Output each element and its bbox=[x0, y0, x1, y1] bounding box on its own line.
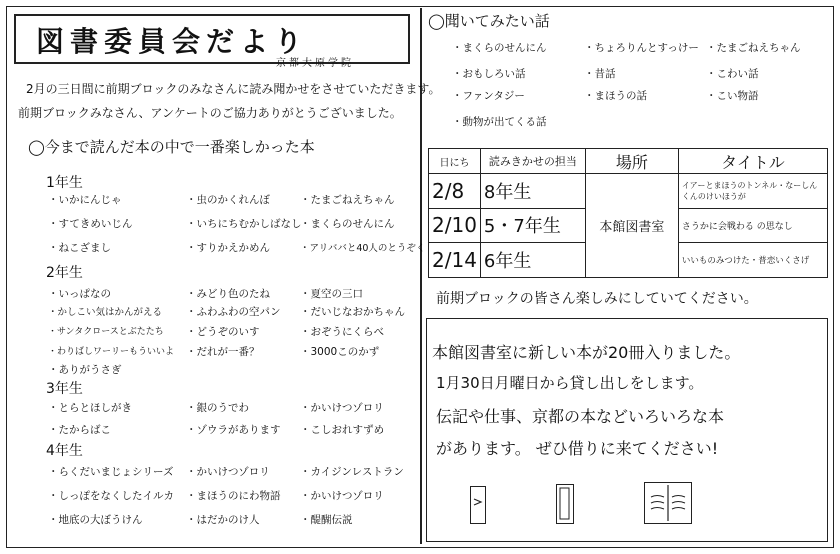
book-item: ・わりばしワーリーもういいよ bbox=[48, 347, 175, 357]
schedule-closing: 前期ブロックの皆さん楽しみにしていてください。 bbox=[436, 291, 758, 307]
book-item: ・たからばこ bbox=[48, 424, 111, 436]
grade-4-label: 4年生 bbox=[46, 443, 83, 459]
book-item: ・おぞうにくらべ bbox=[300, 326, 384, 338]
book-item: ・虫のかくれんぼ bbox=[186, 194, 270, 206]
grade-2-label: 2年生 bbox=[46, 265, 83, 281]
book-item: ・みどり色のたね bbox=[186, 288, 270, 300]
book-item: ・ゾウラがあります bbox=[186, 424, 281, 436]
wish-item: ・こわい話 bbox=[706, 68, 759, 80]
intro-line-1: 2月の三日間に前期ブロックのみなさんに読み聞かせをさせていただきます。 bbox=[26, 82, 441, 96]
book-item: ・いっぱなの bbox=[48, 288, 111, 300]
book-icon bbox=[470, 486, 486, 524]
schedule-date: 2/10 bbox=[429, 208, 481, 243]
notice-line-1: 本館図書室に新しい本が20冊入りました。 bbox=[432, 343, 741, 362]
book-icon-graphic bbox=[471, 487, 485, 523]
book-item: ・だいじなおかちゃん bbox=[300, 306, 405, 318]
book-item: ・3000このかず bbox=[300, 346, 380, 358]
open-book-icon bbox=[644, 482, 692, 524]
book-item: ・とらとほしがき bbox=[48, 402, 132, 414]
wish-heading: ◯聞いてみたい話 bbox=[428, 12, 550, 30]
title-box-right bbox=[408, 14, 410, 64]
book-item: ・まほうのにわ物語 bbox=[186, 490, 281, 502]
book-item: ・夏空の三口 bbox=[300, 288, 363, 300]
wish-item: ・ファンタジー bbox=[452, 90, 525, 102]
schedule-grade: 8年生 bbox=[480, 174, 585, 209]
header-reader: 読みきかせの担当 bbox=[480, 149, 585, 174]
book-item: ・いかにんじゃ bbox=[48, 194, 122, 206]
page-title: 図書委員会だより bbox=[36, 25, 309, 58]
school-name: 京都大原学院 bbox=[276, 58, 354, 69]
wish-item: ・昔話 bbox=[584, 68, 616, 80]
book-item: ・すてきめいじん bbox=[48, 218, 133, 230]
book-icon bbox=[556, 484, 574, 524]
schedule-title: イアーとまほうのトンネル・なーしんくんのけいほうが bbox=[678, 174, 827, 209]
favorites-heading: ◯今まで読んだ本の中で一番楽しかった本 bbox=[28, 138, 315, 156]
title-box bbox=[14, 14, 410, 69]
book-item: ・カイジンレストラン bbox=[300, 466, 404, 478]
wish-item: ・まほうの話 bbox=[584, 90, 647, 102]
schedule-date: 2/8 bbox=[429, 174, 481, 209]
notice-line-3: 伝記や仕事、京都の本などいろいろな本 bbox=[436, 407, 725, 426]
title-box-top bbox=[14, 14, 410, 16]
wish-item: ・こい物語 bbox=[706, 90, 759, 102]
grade-1-label: 1年生 bbox=[46, 175, 83, 191]
schedule-title: いいものみつけた・普恋いくさげ bbox=[678, 243, 827, 278]
book-item: ・こしおれすずめ bbox=[300, 424, 385, 436]
book-item: ・ねこざまし bbox=[48, 242, 111, 254]
header-date: 日にち bbox=[429, 149, 481, 174]
open-book-icon-graphic bbox=[645, 483, 691, 523]
schedule-date: 2/14 bbox=[429, 243, 481, 278]
schedule-table bbox=[428, 148, 828, 278]
schedule-grade: 5・7年生 bbox=[480, 208, 585, 243]
book-item: ・たまごねえちゃん bbox=[300, 194, 395, 206]
wish-item: ・たまごねえちゃん bbox=[706, 42, 801, 54]
wish-item: ・ちょろりんとすっけー bbox=[584, 42, 699, 54]
book-item: ・ふわふわの空パン bbox=[186, 306, 281, 318]
wish-item: ・おもしろい話 bbox=[452, 68, 526, 80]
book-item: ・ありがうさぎ bbox=[48, 364, 122, 376]
schedule-place: 本館図書室 bbox=[585, 174, 678, 278]
book-item: ・だれが一番？ bbox=[186, 346, 260, 358]
notice-line-4: があります。 ぜひ借りに来てください! bbox=[436, 439, 719, 458]
schedule-grade: 6年生 bbox=[480, 243, 585, 278]
notice-line-2: 1月30日月曜日から貸し出しをします。 bbox=[436, 374, 704, 392]
book-item: ・まくらのせんにん bbox=[300, 218, 395, 230]
book-item: ・醍醐伝説 bbox=[300, 514, 353, 526]
book-item: ・かいけつゾロリ bbox=[300, 490, 384, 502]
header-title: タイトル bbox=[678, 149, 827, 174]
book-icon-graphic bbox=[557, 485, 573, 523]
book-item: ・かいけつゾロリ bbox=[300, 402, 384, 414]
book-item: ・アリババと40人のとうぞく bbox=[300, 243, 426, 254]
book-item: ・かしこい気はかんがえる bbox=[48, 307, 163, 318]
book-item: ・銀のうでわ bbox=[186, 402, 249, 414]
book-item: ・はだかのけ人 bbox=[186, 514, 260, 526]
wish-item: ・まくらのせんにん bbox=[452, 42, 547, 54]
book-item: ・すりかえかめん bbox=[186, 242, 270, 254]
book-item: ・かいけつゾロリ bbox=[186, 466, 270, 478]
schedule-title: さうかに会戦わる の思なし bbox=[678, 208, 827, 243]
book-item: ・どうぞのいす bbox=[186, 326, 260, 338]
book-item: ・いちにちむかしばなし bbox=[186, 218, 302, 230]
book-item: ・地底の大ぼうけん bbox=[48, 514, 143, 526]
book-item: ・サンタクロースとぶたたち bbox=[48, 327, 164, 337]
intro-line-2: 前期ブロックみなさん、アンケートのご協力ありがとうございました。 bbox=[18, 106, 402, 120]
book-item: ・しっぽをなくしたイルカ bbox=[48, 490, 174, 502]
wish-item: ・動物が出てくる話 bbox=[452, 116, 547, 128]
book-item: ・らくだいまじょシリーズ bbox=[48, 466, 174, 478]
grade-3-label: 3年生 bbox=[46, 381, 83, 397]
title-box-left bbox=[14, 14, 16, 64]
header-place: 場所 bbox=[585, 149, 678, 174]
